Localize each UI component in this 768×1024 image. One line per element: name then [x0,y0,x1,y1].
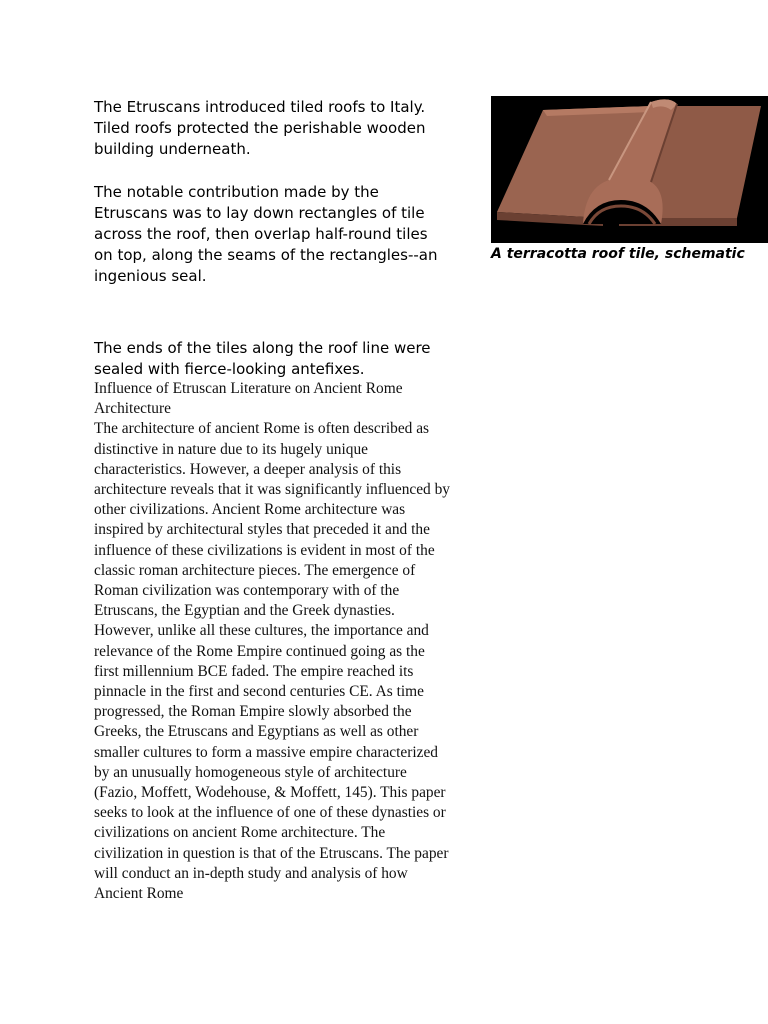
intro-paragraph: The Etruscans introduced tiled roofs to Italy. Tiled roofs protected the perishable wooden building underneath. [94,98,426,158]
essay-section [94,379,450,904]
figure-caption: A terracotta roof tile, schematic [491,246,745,262]
antefixes-paragraph: The ends of the tiles along the roof line were sealed with fierce-looking antefixes. [94,339,431,378]
essay-heading: Influence of Etruscan Literature on Ancient Rome Architecture [94,380,403,418]
roof-tile-image [491,96,768,243]
roof-tile-illustration [491,96,768,243]
contribution-paragraph: The notable contribution made by the Etruscans was to lay down rectangles of tile across the roof, then overlap half-round tiles on top, along the seams of the rectangles--an ingenious seal. [94,183,438,285]
essay-body: The architecture of ancient Rome is often described as distinctive in nature due to its hugely unique characteristics. However, a deeper analysis of this architecture reveals that it was significantly influenced by other civilizations. Ancient Rome architecture was inspired by architectural styles that preceded it and the influence of these civilizations is evident in most of the classic roman architecture pieces. The emergence of Roman civilization was contemporary with of the Etruscans, the Egyptian and the Greek dynasties. However, unlike all these cultures, the importance and relevance of the Rome Empire continued going as the first millennium BCE faded. The empire reached its pinnacle in the first and second centuries CE. As time progressed, the Roman Empire slowly absorbed the Greeks, the Etruscans and Egyptians as well as other smaller cultures to form a massive empire characterized by an unusually homogeneous style of architecture (Fazio, Moffett, Wodehouse, & Moffett, 145). This paper seeks to look at the influence of one of these dynasties or civilizations on ancient Rome architecture. The civilization in question is that of the Etruscans. The paper will conduct an in-depth study and analysis of how Ancient Rome [94,420,450,903]
